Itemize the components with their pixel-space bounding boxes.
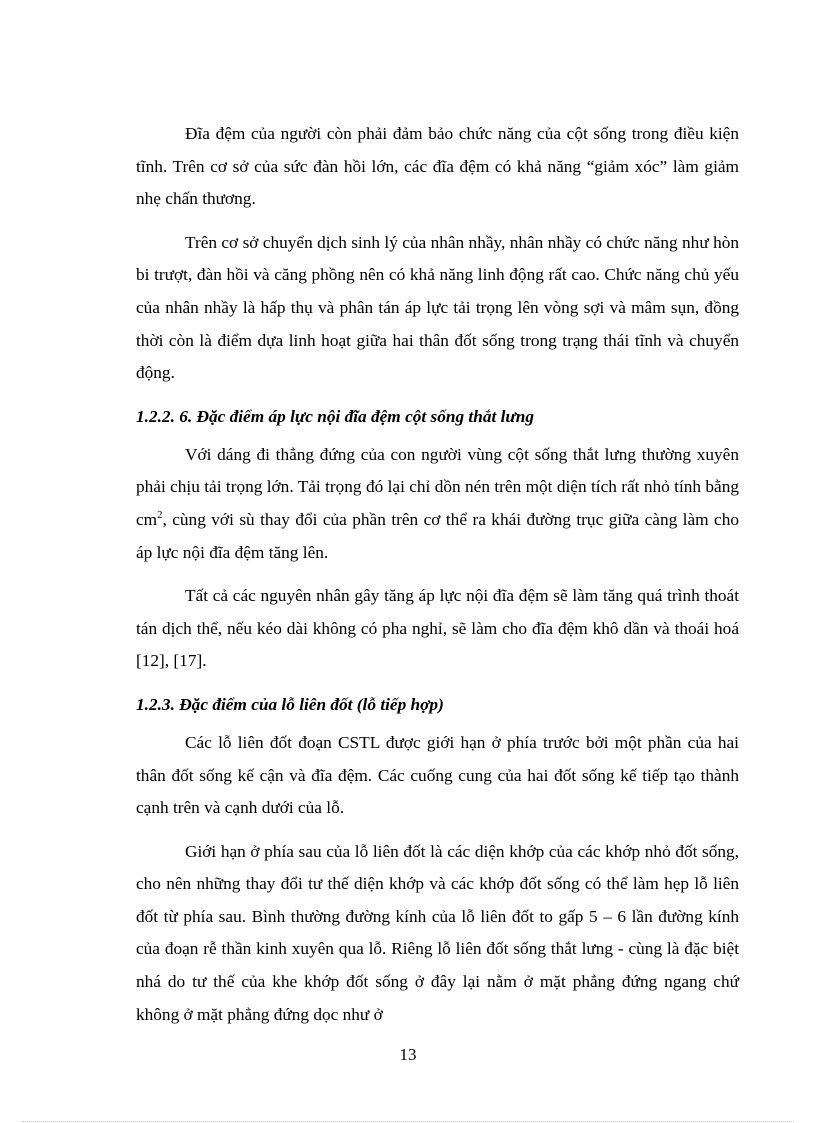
section-heading: 1.2.2. 6. Đặc điểm áp lực nội đĩa đệm cột sống thắt lưng <box>136 406 535 426</box>
page-bottom-divider <box>22 1121 794 1122</box>
section-heading: 1.2.3. Đặc điểm của lỗ liên đốt (lỗ tiếp hợp) <box>136 694 444 714</box>
body-paragraph: Các lỗ liên đốt đoạn CSTL được giới hạn ở phía trước bởi một phần của hai thân đốt sống kế cận và đĩa đệm. Các cuống cung của hai đốt sống kế tiếp tạo thành cạnh trên và cạnh dưới của lỗ. <box>136 732 739 818</box>
body-paragraph: Tất cả các nguyên nhân gây tăng áp lực nội đĩa đệm sẽ làm tăng quá trình thoát tán dịch thể, nếu kéo dài không có pha nghỉ, sẽ làm cho đĩa đệm khô dần và thoái hoá [12], [17]. <box>136 586 739 671</box>
paragraph-text: Với dáng đi thẳng đứng của con người vùng cột sống thắt lưng thường xuyên phải chịu tải trọng lớn. Tải trọng đó lại chỉ dồn nén trên một diện tích rất nhỏ tính bằng cm <box>136 444 739 529</box>
body-paragraph: Trên cơ sở chuyển dịch sinh lý của nhân nhầy, nhân nhầy có chức năng như hòn bi trượt, đàn hồi và căng phồng nên có khả năng linh động rất cao. Chức năng chủ yếu của nhân nhầy là hấp thụ và phân tán áp lực tải trọng lên vòng sợi và mâm sụn, đồng thời còn là điểm dựa linh hoạt giữa hai thân đốt sống trong trạng thái tĩnh và chuyển động. <box>136 232 739 383</box>
superscript: 2 <box>157 509 163 522</box>
paragraph-text: , cùng với sù thay đổi của phần trên cơ thể ra khái đường trục giữa càng làm cho áp lực nội đĩa đệm tăng lên. <box>136 509 739 562</box>
body-paragraph: Giới hạn ở phía sau của lỗ liên đốt là các diện khớp của các khớp nhỏ đốt sống, cho nên những thay đổi tư thế diện khớp và các khớp đốt sống có thể làm hẹp lỗ liên đốt từ phía sau. Bình thường đường kính của lỗ liên đốt to gấp 5 – 6 lần đường kính của đoạn rễ thần kinh xuyên qua lỗ. Riêng lỗ liên đốt sống thắt lưng - cùng là đặc biệt nhá do tư thế của khe khớp đốt sống ở đây lại nằm ở mặt phẳng đứng ngang chứ không ở mặt phẳng đứng dọc như ở <box>136 841 739 1024</box>
body-paragraph: Đĩa đệm của người còn phải đảm bảo chức năng của cột sống trong điều kiện tĩnh. Trên cơ sở của sức đàn hồi lớn, các đĩa đệm có khả năng “giảm xóc” làm giảm nhẹ chấn thương. <box>136 124 739 209</box>
page-number: 13 <box>399 1045 417 1064</box>
body-paragraph <box>136 439 739 569</box>
page-body <box>136 118 739 1042</box>
